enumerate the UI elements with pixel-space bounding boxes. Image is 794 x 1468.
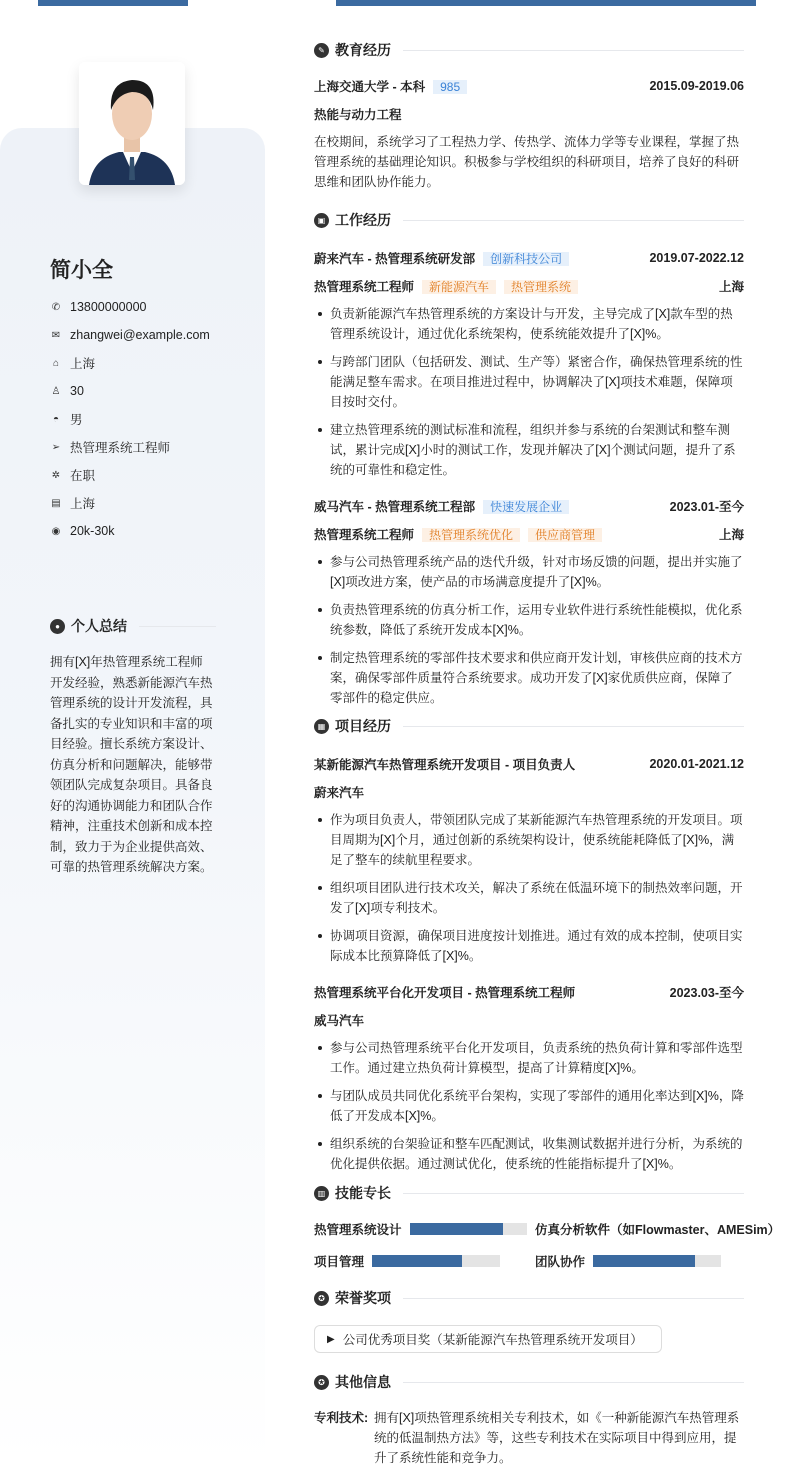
skills-section <box>314 1183 794 1271</box>
phone-icon: ✆ <box>51 301 61 313</box>
role-tag: 热管理系统 <box>504 280 578 294</box>
entry-title: 热管理系统平台化开发项目 - 热管理系统工程师 <box>314 986 576 1000</box>
bullet-item: 负责新能源汽车热管理系统的方案设计与开发，主导完成了[X]款车型的热管理系统设计，通过优化系统架构，使系统能效提升了[X]%。 <box>314 304 744 344</box>
school-tag: 985 <box>433 80 467 94</box>
bullet-item: 负责热管理系统的仿真分析工作，运用专业软件进行系统性能模拟，优化系统参数，降低了系统开发成本[X]%。 <box>314 600 744 640</box>
bullet-item: 与跨部门团队（包括研发、测试、生产等）紧密合作，确保热管理系统的性能满足整车需求。在项目推进过程中，协调解决了[X]项技术难题，保障项目按时交付。 <box>314 352 744 412</box>
send-icon: ➢ <box>51 441 61 453</box>
entry-title: 某新能源汽车热管理系统开发项目 - 项目负责人 <box>314 758 576 772</box>
skill-bar-fill <box>410 1223 504 1235</box>
top-accent-bar-right <box>336 0 756 6</box>
role-tag: 供应商管理 <box>528 528 602 542</box>
bullet-item: 协调项目资源，确保项目进度按计划推进。通过有效的成本控制，使项目实际成本比预算降低了[X]%。 <box>314 926 744 966</box>
company-tag: 创新科技公司 <box>483 252 569 266</box>
project-entry <box>314 754 744 966</box>
entry-title: 蔚来汽车 - 热管理系统研发部 <box>314 252 476 266</box>
job-city: 上海 <box>718 528 744 542</box>
role-tag: 新能源汽车 <box>422 280 496 294</box>
entry-date: 2020.01-2021.12 <box>649 757 744 771</box>
bullet-item: 组织项目团队进行技术攻关，解决了系统在低温环境下的制热效率问题，开发了[X]项专利技术。 <box>314 878 744 918</box>
role: 热管理系统工程师 <box>314 280 415 294</box>
status-icon: ✲ <box>51 469 61 481</box>
award-label: 公司优秀项目奖（某新能源汽车热管理系统开发项目） <box>342 1333 643 1347</box>
skill-item <box>314 1219 535 1239</box>
skill-bar <box>372 1255 500 1267</box>
home-icon: ⌂ <box>52 357 60 369</box>
edu-desc: 在校期间，系统学习了工程热力学、传热学、流体力学等专业课程，掌握了热管理系统的基础理论知识。积极参与学校组织的科研项目，培养了良好的科研思维和团队协作能力。 <box>314 135 740 189</box>
status: 在职 <box>70 469 96 483</box>
location: 上海 <box>70 357 96 371</box>
awards-section <box>314 1288 744 1353</box>
entry-date: 2023.01-至今 <box>669 500 744 514</box>
age: 30 <box>70 384 84 398</box>
award-icon: ✪ <box>314 1291 329 1306</box>
bullet-item: 参与公司热管理系统平台化开发项目，负责系统的热负荷计算和零部件选型工作。通过建立热负荷计算模型，提高了计算精度[X]%。 <box>314 1038 744 1078</box>
gender: 男 <box>70 413 83 427</box>
contact-info <box>50 293 250 545</box>
skill-bar <box>410 1223 527 1235</box>
skill-name: 团队协作 <box>535 1255 586 1269</box>
entry-date: 2023.03-至今 <box>669 986 744 1000</box>
role: 热管理系统工程师 <box>314 528 415 542</box>
edu-date: 2015.09-2019.06 <box>649 79 744 93</box>
project-entry <box>314 982 744 1174</box>
skill-name: 热管理系统设计 <box>314 1223 402 1237</box>
top-accent-bar-left <box>38 0 188 6</box>
section-title: 其他信息 <box>335 1374 391 1390</box>
bullet-item: 建立热管理系统的测试标准和流程，组织并参与系统的台架测试和整车测试，累计完成[X]小时的测试工作，发现并解决了[X]个测试问题，提升了系统的可靠性和稳定性。 <box>314 420 744 480</box>
section-title: 技能专长 <box>335 1185 391 1201</box>
job-entry <box>314 496 744 708</box>
section-title: 项目经历 <box>335 718 391 734</box>
caret-right-icon: ▶ <box>327 1333 335 1345</box>
bullet-item: 组织系统的台架验证和整车匹配测试，收集测试数据并进行分析，为系统的优化提供依据。通过测试优化，使系统的性能指标提升了[X]%。 <box>314 1134 744 1174</box>
info-icon: ✪ <box>314 1375 329 1390</box>
salary-icon: ◉ <box>51 525 61 537</box>
projects-section <box>314 716 744 1182</box>
email: zhangwei@example.com <box>70 328 210 342</box>
summary-text: 拥有[X]年热管理系统工程师开发经验，熟悉新能源汽车热管理系统的设计开发流程，具备扎实的专业知识和丰富的项目经验。擅长系统方案设计、仿真分析和问题解决，能够带领团队完成复杂项目。具备良好的沟通协调能力和团队合作精神，注重技术创新和成本控制，致力于为企业提供高效、可靠的热管理系统解决方案。 <box>50 655 213 874</box>
other-label: 专利技术: <box>314 1411 369 1425</box>
section-title: 工作经历 <box>335 212 391 228</box>
skill-item <box>535 1251 721 1271</box>
gender-icon: ◓ <box>52 413 60 425</box>
entry-date: 2019.07-2022.12 <box>649 251 744 265</box>
role-tag: 热管理系统优化 <box>422 528 520 542</box>
project-org: 蔚来汽车 <box>314 786 365 800</box>
phone: 13800000000 <box>70 300 147 314</box>
salary: 20k-30k <box>70 524 115 538</box>
section-title: 荣誉奖项 <box>335 1290 391 1306</box>
major: 热能与动力工程 <box>314 108 402 122</box>
company-tag: 快速发展企业 <box>483 500 569 514</box>
work-section <box>314 210 744 716</box>
city: 上海 <box>70 497 96 511</box>
job-entry <box>314 248 744 480</box>
education-section <box>314 40 744 192</box>
entry-title: 威马汽车 - 热管理系统工程部 <box>314 500 476 514</box>
school: 上海交通大学 - 本科 <box>314 80 426 94</box>
graduation-cap-icon: ✎ <box>314 43 329 58</box>
mail-icon: ✉ <box>51 329 61 341</box>
award-item[interactable] <box>314 1325 662 1353</box>
skill-bar-fill <box>593 1255 695 1267</box>
candidate-name: 简小全 <box>50 259 113 282</box>
grid-icon: ▦ <box>314 719 329 734</box>
skill-item <box>535 1219 780 1239</box>
skill-name: 项目管理 <box>314 1255 365 1269</box>
chart-icon: ▥ <box>314 1186 329 1201</box>
avatar <box>79 62 185 185</box>
other-text: 拥有[X]项热管理系统相关专利技术，如《一种新能源汽车热管理系统的低温制热方法》等，这些专利技术在实际项目中得到应用，提升了系统性能和竞争力。 <box>374 1411 740 1465</box>
skill-bar <box>593 1255 721 1267</box>
cake-icon: ♙ <box>51 385 61 397</box>
other-section <box>314 1372 744 1468</box>
bullet-item: 参与公司热管理系统产品的迭代升级，针对市场反馈的问题，提出并实施了[X]项改进方案，使产品的市场满意度提升了[X]%。 <box>314 552 744 592</box>
building-icon: ▤ <box>51 497 61 509</box>
skill-item <box>314 1251 535 1271</box>
project-org: 威马汽车 <box>314 1014 365 1028</box>
briefcase-icon: ▣ <box>314 213 329 228</box>
job-city: 上海 <box>718 280 744 294</box>
position: 热管理系统工程师 <box>70 441 171 455</box>
bullet-item: 作为项目负责人，带领团队完成了某新能源汽车热管理系统的开发项目。项目周期为[X]个月，通过创新的系统架构设计，使系统能耗降低了[X]%，满足了整车的续航里程要求。 <box>314 810 744 870</box>
summary-header <box>50 616 216 636</box>
bullet-item: 与团队成员共同优化系统平台架构，实现了零部件的通用化率达到[X]%，降低了开发成本[X]%。 <box>314 1086 744 1126</box>
bullet-item: 制定热管理系统的零部件技术要求和供应商开发计划，审核供应商的技术方案，确保零部件质量符合系统要求。成功开发了[X]家优质供应商，保障了零部件的稳定供应。 <box>314 648 744 708</box>
user-icon: ● <box>50 619 65 634</box>
skill-name: 仿真分析软件（如Flowmaster、AMESim） <box>535 1223 781 1237</box>
section-title: 教育经历 <box>335 42 391 58</box>
skill-bar-fill <box>372 1255 462 1267</box>
summary-title: 个人总结 <box>71 618 127 634</box>
